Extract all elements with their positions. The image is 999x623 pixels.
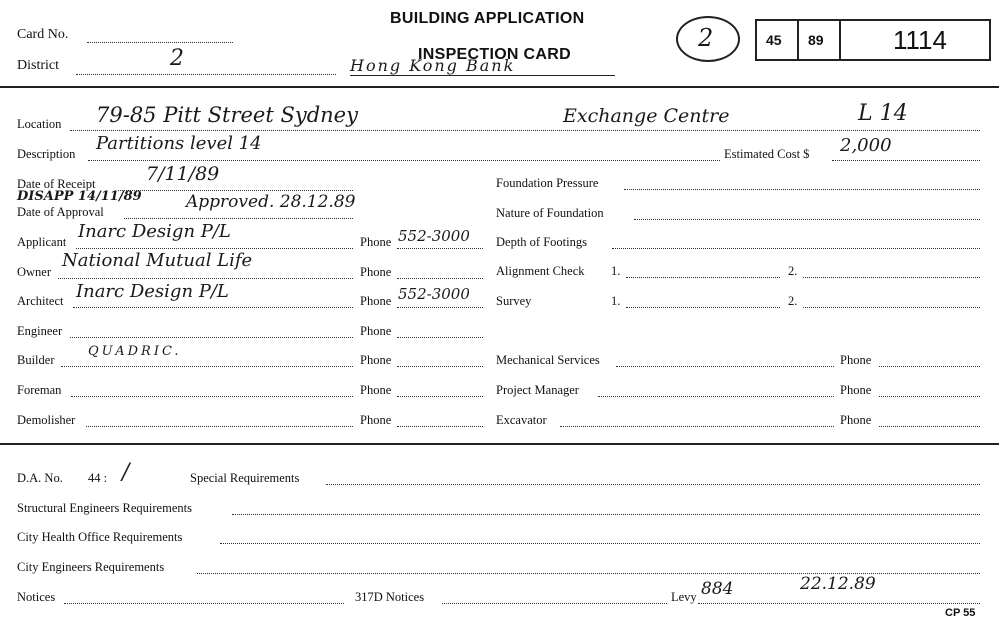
da-hand-value: / — [122, 460, 130, 485]
estimated-cost-value: 2,000 — [840, 135, 892, 156]
owner-phone-label: Phone — [360, 265, 392, 279]
engineer-phone-label: Phone — [360, 324, 392, 338]
foundation-pressure-line — [624, 189, 980, 190]
nature-foundation-line — [634, 219, 980, 220]
special-requirements-line — [326, 484, 980, 485]
builder-phone-label: Phone — [360, 353, 392, 367]
survey-label: Survey — [496, 294, 532, 308]
notices-line — [64, 603, 344, 604]
description-line — [88, 160, 720, 161]
date-receipt-value: 7/11/89 — [146, 163, 220, 185]
survey-num-1: 1. — [611, 294, 621, 308]
survey-line-2 — [803, 307, 980, 308]
architect-phone-line — [397, 307, 483, 308]
excavator-label: Excavator — [496, 413, 547, 427]
mechanical-phone-line — [879, 366, 980, 367]
applicant-line — [76, 248, 353, 249]
foundation-pressure-label: Foundation Pressure — [496, 176, 599, 190]
circled-number: 2 — [698, 24, 714, 52]
applicant-label: Applicant — [17, 235, 67, 249]
title-line-2: INSPECTION CARD — [418, 46, 571, 63]
location-value: 79-85 Pitt Street Sydney — [96, 103, 358, 127]
engineer-label: Engineer — [17, 324, 63, 338]
structural-requirements-label: Structural Engineers Requirements — [17, 501, 192, 515]
demolisher-phone-line — [397, 426, 483, 427]
structural-requirements-line — [232, 514, 980, 515]
project-manager-label: Project Manager — [496, 383, 579, 397]
applicant-phone-label: Phone — [360, 235, 392, 249]
top-rule — [0, 86, 999, 88]
district-label: District — [17, 58, 59, 73]
form-code: CP 55 — [945, 607, 976, 619]
alignment-num-1: 1. — [611, 264, 621, 278]
location-extra: Exchange Centre — [563, 105, 730, 127]
demolisher-line — [86, 426, 353, 427]
nature-foundation-label: Nature of Foundation — [496, 206, 604, 220]
architect-phone-label: Phone — [360, 294, 392, 308]
builder-phone-line — [397, 366, 483, 367]
alignment-num-2: 2. — [788, 264, 798, 278]
alignment-check-label: Alignment Check — [496, 264, 585, 278]
depth-footings-label: Depth of Footings — [496, 235, 587, 249]
notices-317d-line — [442, 603, 667, 604]
builder-value: QUADRIC. — [88, 344, 182, 359]
box-number-value: 1114 — [893, 25, 947, 55]
levy-line — [698, 603, 980, 604]
special-requirements-label: Special Requirements — [190, 471, 300, 485]
box-number — [839, 19, 991, 61]
applicant-phone-line — [397, 248, 483, 249]
applicant-phone-value: 552-3000 — [398, 227, 470, 245]
demolisher-label: Demolisher — [17, 413, 76, 427]
levy-label: Levy — [671, 590, 697, 604]
architect-line — [73, 307, 353, 308]
foreman-phone-line — [397, 396, 483, 397]
demolisher-phone-label: Phone — [360, 413, 392, 427]
date-receipt-label: Date of Receipt — [17, 177, 96, 191]
card-no-label: Card No. — [17, 27, 69, 42]
architect-value: Inarc Design P/L — [76, 281, 229, 302]
engineer-line — [70, 337, 353, 338]
excavator-line — [560, 426, 834, 427]
survey-line-1 — [626, 307, 780, 308]
notices-317d-label: 317D Notices — [355, 590, 425, 604]
district-line — [76, 74, 336, 75]
owner-line — [58, 278, 353, 279]
location-line — [70, 130, 980, 131]
circled-number-stamp — [676, 16, 740, 62]
architect-phone-value: 552-3000 — [398, 285, 470, 303]
box-b-value: 89 — [808, 32, 824, 48]
location-label: Location — [17, 117, 62, 131]
engineers-requirements-label: City Engineers Requirements — [17, 560, 165, 574]
box-b — [797, 19, 841, 61]
estimated-cost-label: Estimated Cost $ — [724, 147, 810, 161]
project-manager-phone-line — [879, 396, 980, 397]
date-approval-value: Approved. 28.12.89 — [186, 192, 356, 212]
owner-note: Hong Kong Bank — [350, 56, 516, 75]
excavator-phone-label: Phone — [840, 413, 872, 427]
title-line-1: BUILDING APPLICATION — [390, 10, 585, 27]
foreman-phone-label: Phone — [360, 383, 392, 397]
da-value: 44 : — [88, 471, 108, 485]
district-value: 2 — [170, 46, 184, 71]
box-a — [755, 19, 799, 61]
survey-num-2: 2. — [788, 294, 798, 308]
mechanical-line — [616, 366, 834, 367]
project-manager-line — [598, 396, 834, 397]
da-label: D.A. No. — [17, 471, 63, 485]
owner-phone-line — [397, 278, 483, 279]
architect-label: Architect — [17, 294, 64, 308]
owner-value: National Mutual Life — [62, 250, 253, 271]
mechanical-label: Mechanical Services — [496, 353, 600, 367]
alignment-line-1 — [626, 277, 780, 278]
middle-rule — [0, 443, 999, 445]
builder-label: Builder — [17, 353, 55, 367]
location-level: L 14 — [858, 101, 908, 126]
disapp-value: DISAPP 14/11/89 — [17, 189, 142, 204]
alignment-line-2 — [803, 277, 980, 278]
notices-label: Notices — [17, 590, 56, 604]
description-value: Partitions level 14 — [96, 133, 262, 154]
box-a-value: 45 — [766, 32, 782, 48]
date-receipt-line — [118, 190, 353, 191]
date-approval-line — [124, 218, 353, 219]
health-requirements-line — [220, 543, 980, 544]
card-no-line — [87, 42, 233, 43]
levy-date: 22.12.89 — [800, 574, 876, 594]
description-label: Description — [17, 147, 76, 161]
applicant-value: Inarc Design P/L — [78, 221, 231, 242]
mechanical-phone-label: Phone — [840, 353, 872, 367]
depth-footings-line — [612, 248, 980, 249]
foreman-label: Foreman — [17, 383, 62, 397]
excavator-phone-line — [879, 426, 980, 427]
health-requirements-label: City Health Office Requirements — [17, 530, 183, 544]
foreman-line — [71, 396, 353, 397]
owner-note-underline — [350, 75, 615, 76]
project-manager-phone-label: Phone — [840, 383, 872, 397]
engineer-phone-line — [397, 337, 483, 338]
builder-line — [61, 366, 353, 367]
estimated-cost-line — [832, 160, 980, 161]
date-approval-label: Date of Approval — [17, 205, 104, 219]
levy-value: 884 — [701, 579, 734, 599]
owner-label: Owner — [17, 265, 52, 279]
